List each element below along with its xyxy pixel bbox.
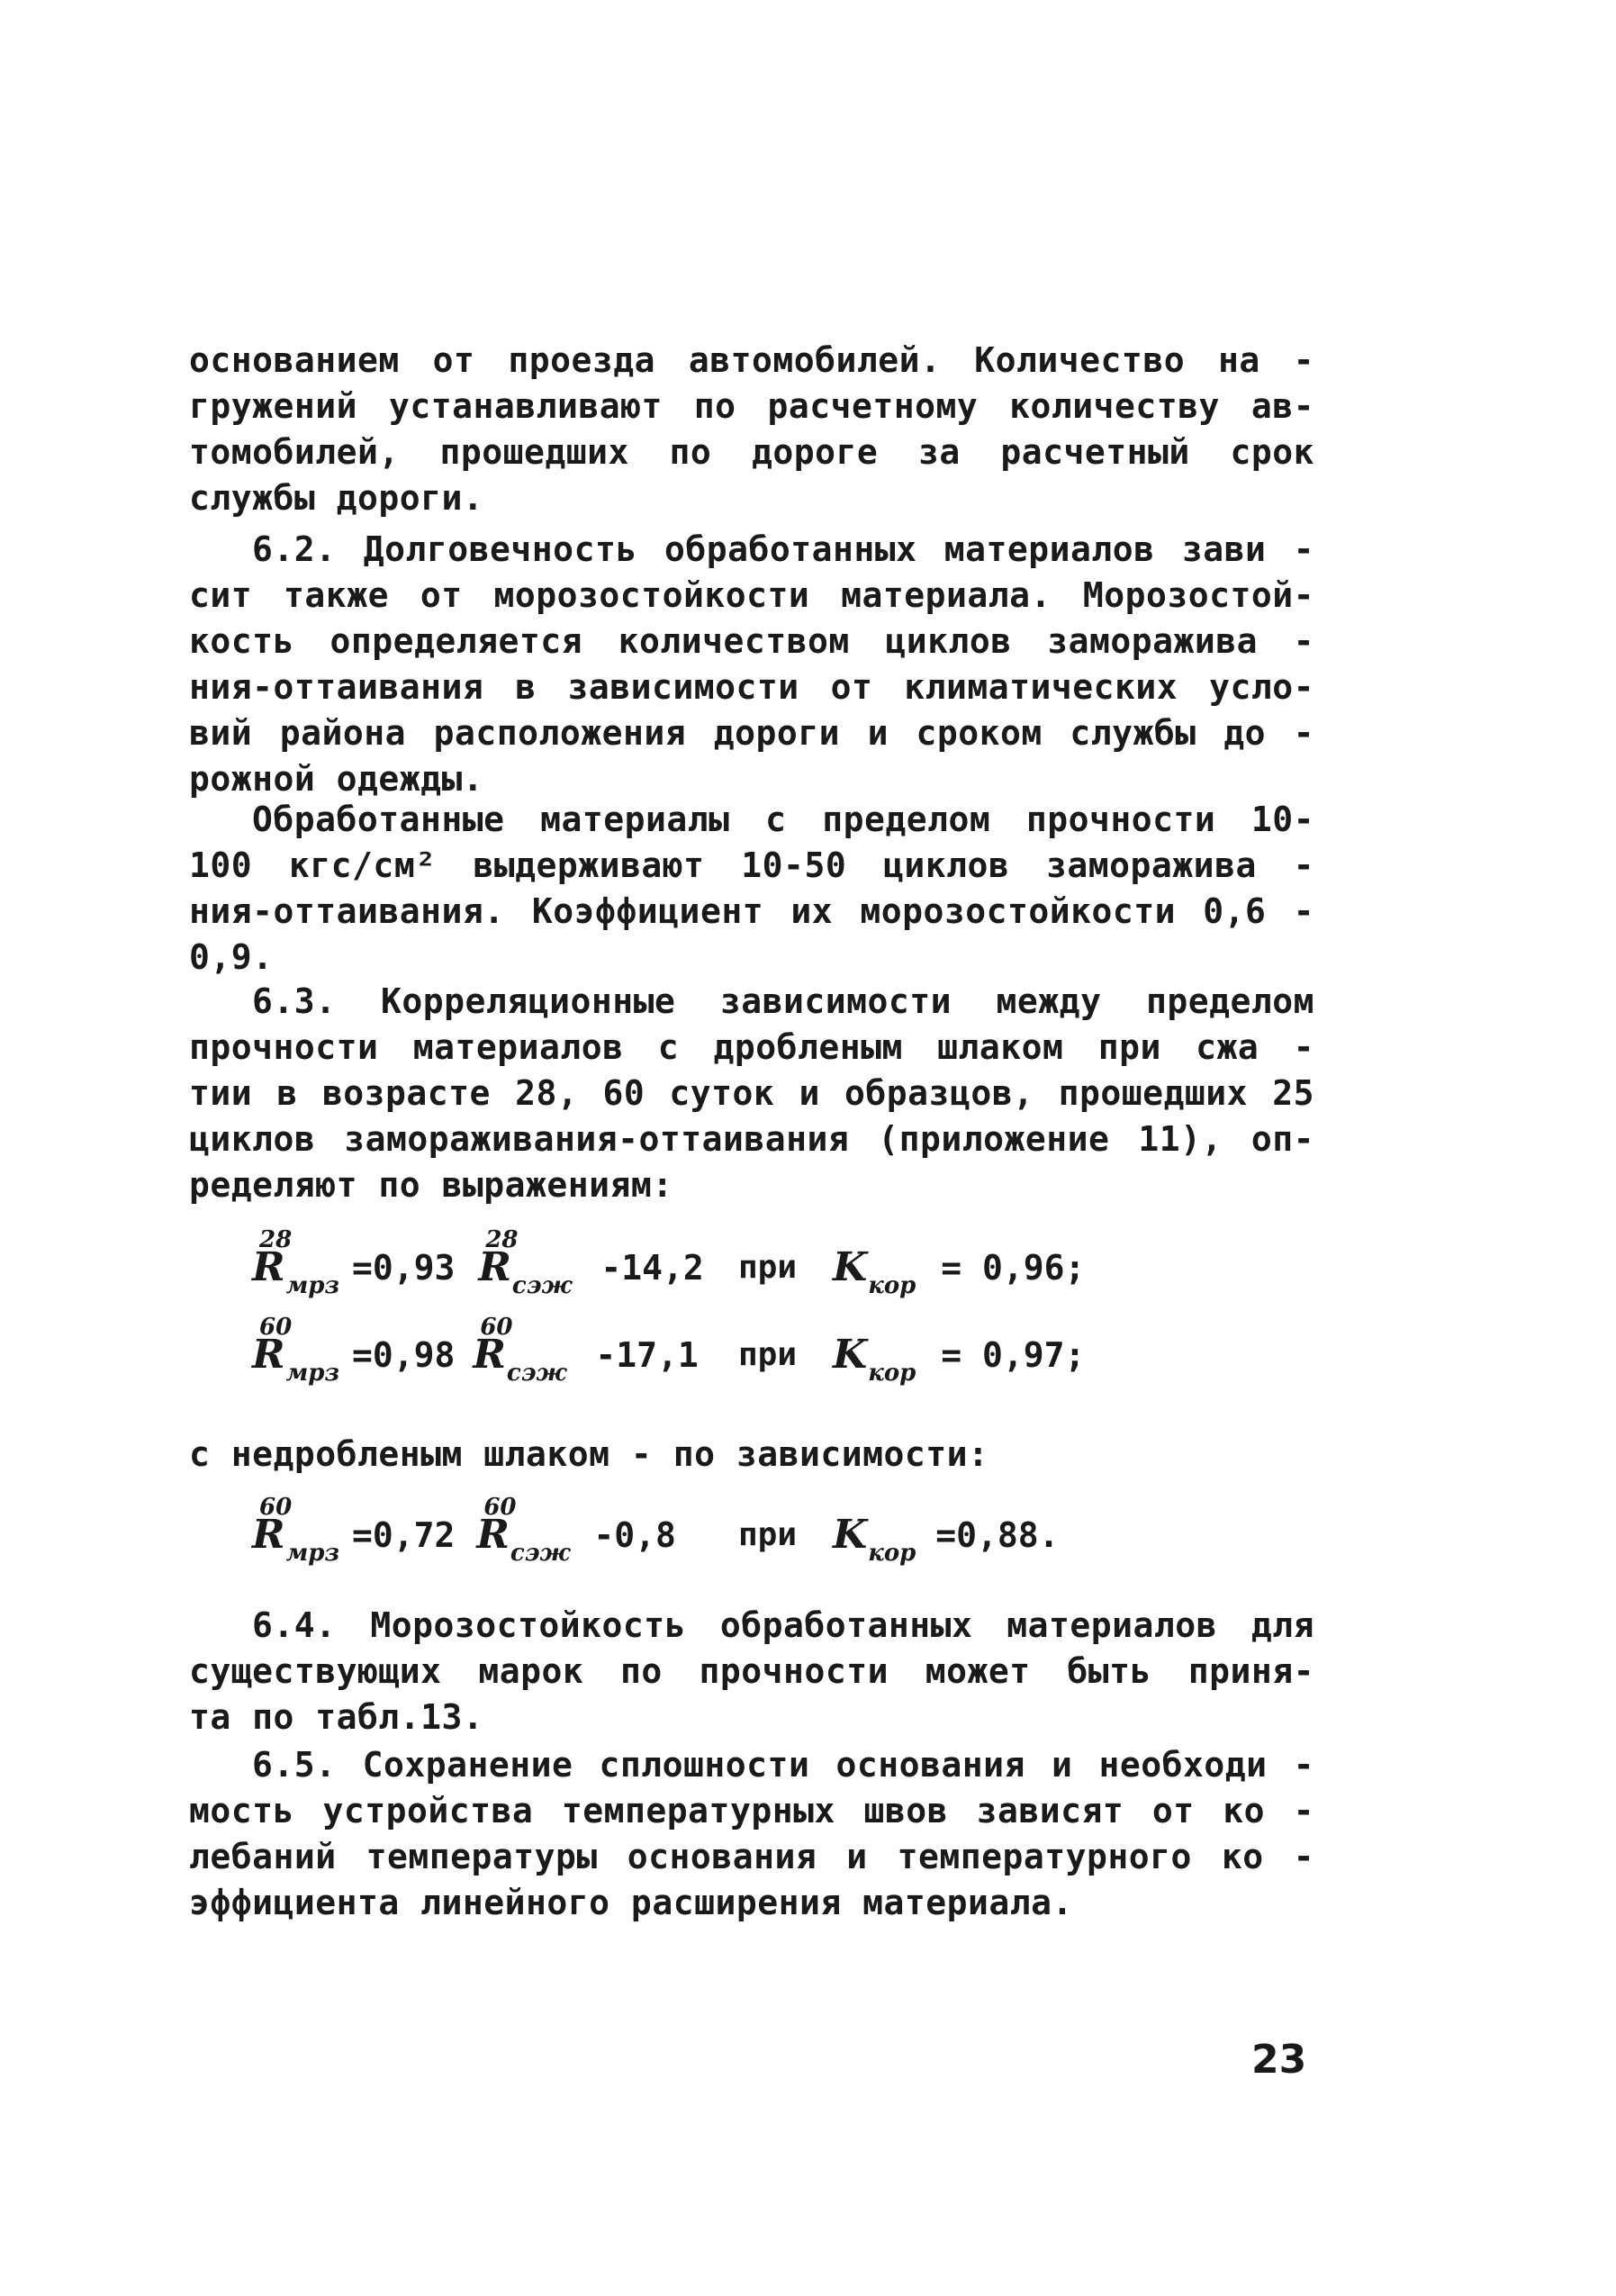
paragraph-uncrushed-slag	[189, 1432, 1314, 1478]
correlation-coefficient: $K_{кор}$	[832, 1332, 916, 1387]
formula-coefficient: =0,93	[352, 1248, 456, 1288]
formula-constant: -17,1	[595, 1335, 699, 1375]
formula-constant: -0,8	[593, 1515, 676, 1555]
text-line: ния-оттаивания в зависимости от климатических усло-	[189, 667, 1314, 707]
formula-expression	[252, 1494, 792, 1571]
text-line: кость определяется количеством циклов заморажива -	[189, 621, 1314, 661]
text-line: 6.2. Долговечность обработанных материалов зави -	[252, 529, 1314, 569]
text-line: прочности материалов с дробленым шлаком при сжа -	[189, 1027, 1314, 1067]
text-line: службы дороги.	[189, 478, 484, 518]
formula-coefficient: =0,72	[352, 1515, 456, 1555]
formula-coefficient: =0,98	[352, 1335, 456, 1375]
formula-constant: -14,2	[600, 1248, 704, 1288]
formula-lhs: R 28 $_{мрз}$	[252, 1226, 340, 1299]
text-line: томобилей, прошедших по дороге за расчетный срок	[189, 432, 1314, 472]
page-number: 23	[1251, 2037, 1307, 2083]
text-line: основанием от проезда автомобилей. Количество на -	[189, 340, 1314, 380]
text-line: с недробленым шлаком - по зависимости:	[189, 1434, 989, 1474]
text-line: мость устройства температурных швов зависят от ко -	[189, 1791, 1314, 1830]
text-line: 100 кгс/см² выдерживают 10-50 циклов заморажива -	[189, 845, 1314, 885]
formula-lhs: R 60 $_{мрз}$	[252, 1314, 340, 1387]
text-line: вий района расположения дороги и сроком службы до -	[189, 713, 1314, 753]
paragraph-6-3	[189, 979, 1314, 1208]
formula-condition	[738, 1232, 1188, 1304]
formula-condition	[738, 1499, 1188, 1571]
condition-word: при	[738, 1516, 798, 1553]
text-line: сит также от морозостойкости материала. Морозостой-	[189, 575, 1314, 615]
condition-value: = 0,97;	[941, 1335, 1086, 1375]
text-line: циклов замораживания-оттаивания (приложение 11), оп-	[189, 1119, 1314, 1159]
correlation-coefficient: $K_{кор}$	[832, 1512, 916, 1567]
text-line: 6.5. Сохранение сплошности основания и необходи -	[252, 1745, 1314, 1785]
text-line: лебаний температуры основания и температурного ко -	[189, 1837, 1314, 1876]
formula-expression	[252, 1314, 792, 1391]
text-line: тии в возрасте 28, 60 суток и образцов, прошедших 25	[189, 1073, 1314, 1113]
paragraph-intro	[189, 338, 1314, 521]
formula-expression	[252, 1226, 792, 1304]
correlation-coefficient: $K_{кор}$	[832, 1244, 916, 1299]
text-line: гружений устанавливают по расчетному количеству ав-	[189, 386, 1314, 426]
condition-word: при	[738, 1249, 798, 1286]
text-line: ния-оттаивания. Коэффициент их морозостойкости 0,6 -	[189, 891, 1314, 931]
text-line: 6.4. Морозостойкость обработанных материалов для	[252, 1605, 1314, 1645]
condition-value: =0,88.	[935, 1515, 1060, 1555]
paragraph-6-5	[189, 1742, 1314, 1926]
formula-condition	[738, 1319, 1188, 1391]
paragraph-6-4	[189, 1603, 1314, 1740]
formula-rhs: R 60 $_{сэж}$	[473, 1314, 567, 1387]
formula-lhs: R 60 $_{мрз}$	[252, 1494, 340, 1567]
text-line: ределяют по выражениям:	[189, 1165, 673, 1205]
text-line: эффициента линейного расширения материала.	[189, 1883, 1073, 1922]
text-line: Обработанные материалы с пределом прочности 10-	[252, 800, 1314, 839]
paragraph-materials	[189, 797, 1314, 981]
text-line: 0,9.	[189, 937, 274, 977]
formula-rhs: R 60 $_{сэж}$	[476, 1494, 571, 1567]
text-line: та по табл.13.	[189, 1697, 484, 1737]
text-line: существующих марок по прочности может быть приня-	[189, 1651, 1314, 1691]
condition-value: = 0,96;	[941, 1248, 1086, 1288]
text-line: 6.3. Корреляционные зависимости между пределом	[252, 981, 1314, 1021]
formula-rhs: R 28 $_{сэж}$	[478, 1226, 573, 1299]
paragraph-6-2	[189, 527, 1314, 802]
condition-word: при	[738, 1336, 798, 1373]
text-line: рожной одежды.	[189, 759, 484, 799]
